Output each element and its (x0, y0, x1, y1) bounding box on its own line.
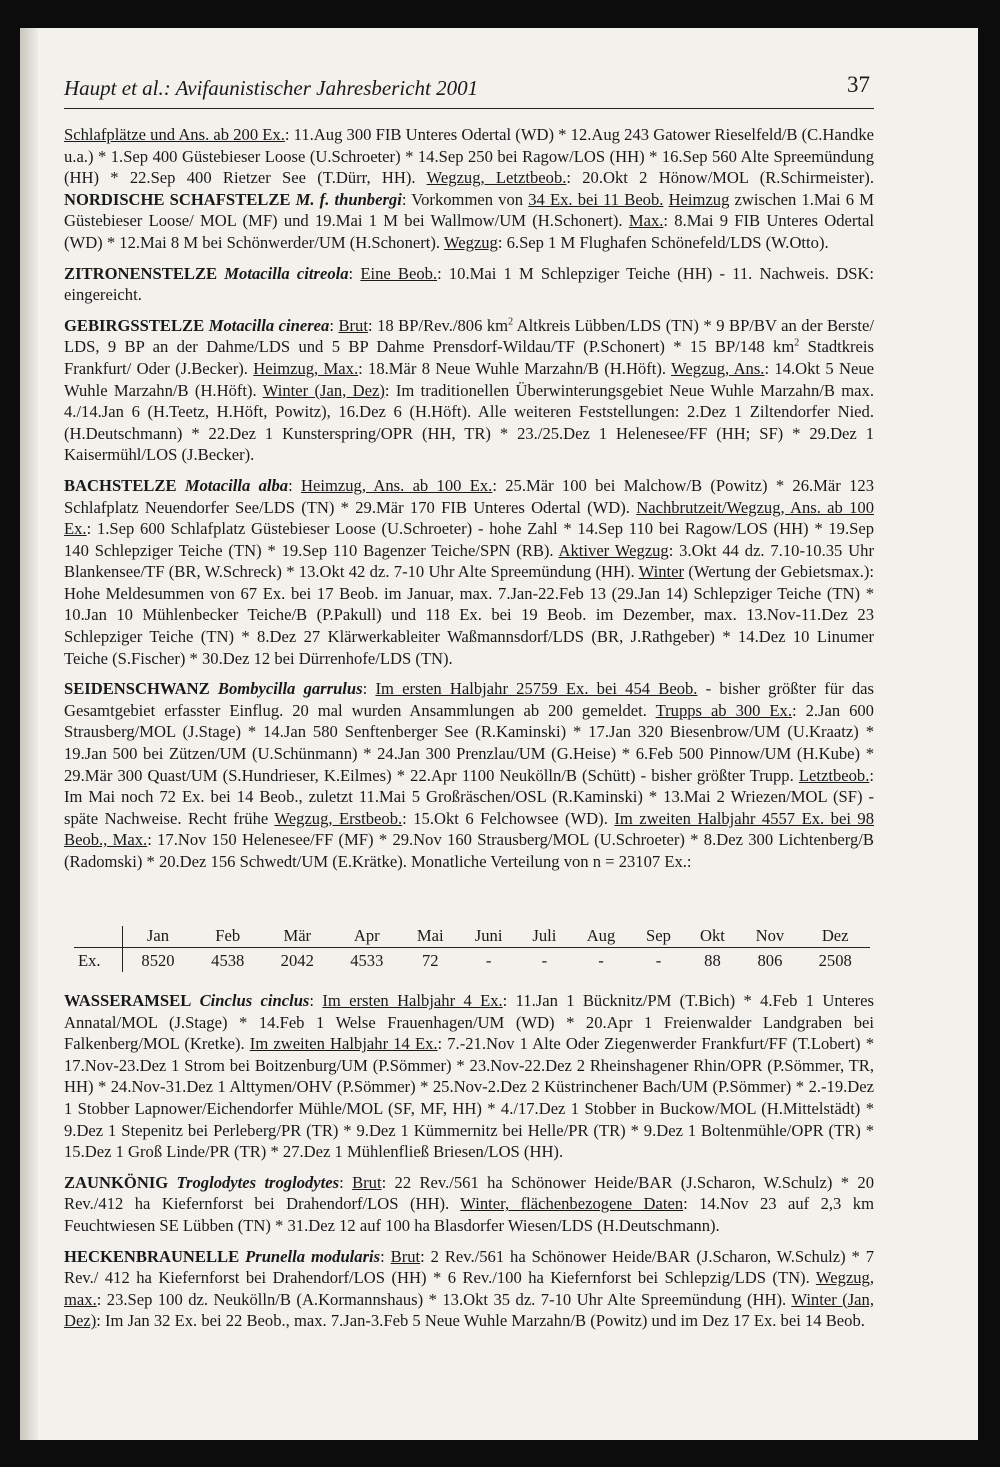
table-cell: 4538 (211, 951, 245, 970)
table-cell: - (655, 951, 662, 970)
paragraph-schafstelze: Schlafplätze und Ans. ab 200 Ex.: 11.Aug 300 FIB Unteres Odertal (WD) * 12.Aug 243 Gatower Rieselfeld/B (C.Handke u.a.) * 1.Sep 400 Güstebieser Loose (U.Schroeter) * 14.Sep 250 bei Ragow/LOS (HH) * 16.Sep 560 Alte Spreemündung (HH) * 22.Sep 400 Rietzer See (T.Dürr, HH). Wegzug, Letztbeob.: 20.Okt 2 Hönow/MOL (R.Schirmeister). NORDISCHE SCHAFSTELZE M. f. thunbergi: Vorkommen von 34 Ex. bei 11 Beob. Heimzug zwischen 1.Mai 6 M Güstebieser Loose/ MOL (MF) und 19.Mai 1 M bei Wallmow/UM (H.Schonert). Max.: 8.Mai 9 FIB Unteres Odertal (WD) * 12.Mai 8 M bei Schönwerder/UM (H.Schonert). Wegzug: 6.Sep 1 M Flughafen Schönefeld/LDS (W.Otto). (64, 125, 874, 252)
month-header: Apr (332, 926, 402, 948)
subheading: Im ersten Halbjahr 4 Ex. (322, 991, 503, 1010)
table-cell: 88 (704, 951, 721, 970)
subheading: Trupps ab 300 Ex. (655, 700, 792, 720)
subheading: Winter (638, 562, 685, 582)
paragraph-seidenschwanz: SEIDENSCHWANZ Bombycilla garrulus: Im ersten Halbjahr 25759 Ex. bei 454 Beob. - bisher größter für das Gesamtgebiet erfasster Einflug. 20 mal wurden Ansammlungen ab 200 gemeldet. Trupps ab 300 Ex.: 2.Jan 600 Strausberg/MOL (J.Stage) * 14.Jan 580 Senftenberger See (R.Kaminski) * 17.Jan 320 Biesenbrow/UM (U.Kraatz) * 19.Jan 500 bei Zützen/UM (U.Schünmann) * 24.Jan 300 Prenzlau/UM (G.Heise) * 6.Feb 500 Pinnow/UM (H.Kube) * 29.Mär 300 Quast/UM (S.Hundrieser, K.Eilmes) * 22.Apr 1100 Neukölln/B (Schütt) - bisher größter Trupp. Letztbeob.: Im Mai noch 72 Ex. bei 14 Beob., zuletzt 11.Mai 5 Großräschen/OSL (R.Kaminski) * 13.Mai 2 Wriezen/MOL (SF) - späte Nachweise. Recht frühe Wegzug, Erstbeob.: 15.Okt 6 Felchowsee (WD). Im zweiten Halbjahr 4557 Ex. bei 98 Beob., Max.: 17.Nov 150 Helenesee/FF (MF) * 29.Nov 160 Strausberg/MOL (U.Schroeter) * 8.Dez 300 Lichtenberg/B (Radomski) * 20.Dez 156 Schwedt/UM (E.Krätke). Monatliche Verteilung von n = 23107 Ex.: (64, 679, 875, 871)
running-header (64, 74, 874, 109)
month-header: Dez (800, 926, 870, 948)
subheading: Im zweiten Halbjahr 14 Ex. (249, 1034, 438, 1054)
paragraph-gebirgsstelze: GEBIRGSSTELZE Motacilla cinerea: Brut: 18 BP/Rev./806 $km^2$ Altkreis Lübben/LDS (TN) * 9 BP/BV an der Berste/ LDS, 9 BP an der Dahme/LDS und 5 BP Dahme Prensdorf-Wildau/TF (P.Schonert) * 15 BP/148 $km^2$ Stadtkreis Frankfurt/ Oder (J.Becker). Heimzug, Max.: 18.Mär 8 Neue Wuhle Marzahn/B (H.Höft). Wegzug, Ans.: 14.Okt 5 Neue Wuhle Marzahn/B (H.Höft). Winter (Jan, Dez): Im traditionellen Überwinterungsgebiet Neue Wuhle Marzahn/B max. 4./14.Jan 6 (H.Teetz, H.Höft, Powitz), 16.Dez 6 (H.Höft). Alle weiteren Feststellungen: 2.Dez 1 Ziltendorfer Nied. (H.Deutschmann) * 22.Dez 1 Kunsterspring/OPR (HH, TR) * 23./25.Dez 1 Helenesee/FF (HH; SF) * 29.Dez 1 Kaisermühl/LOS (J.Becker). (64, 315, 874, 465)
month-header: Feb (193, 926, 263, 948)
latin-name: Prunella modularis (245, 1246, 381, 1266)
latin-name: Troglodytes troglodytes (176, 1172, 340, 1192)
table-cell: 2508 (818, 951, 852, 970)
latin-name: M. f. thunbergi (295, 189, 402, 209)
subheading: Schlafplätze und Ans. ab 200 Ex. (64, 125, 285, 144)
text-block-upper (64, 124, 874, 873)
subheading: Brut (338, 315, 368, 335)
text-block-lower (64, 990, 874, 1332)
table-cell: 806 (757, 951, 783, 970)
species-name: ZITRONENSTELZE (64, 263, 218, 283)
month-header: Juni (459, 926, 518, 948)
subheading: 34 Ex. bei 11 Beob. (528, 189, 664, 209)
table-cell: 2042 (280, 951, 314, 970)
paragraph-wasseramsel: WASSERAMSEL Cinclus cinclus: Im ersten Halbjahr 4 Ex.: 11.Jan 1 Bücknitz/PM (T.Bich) * 4.Feb 1 Unteres Annatal/MOL (J.Stage) * 14.Feb 1 Welse Frauenhagen/UM (WD) * 20.Apr 1 Freienwalder Landgraben bei Falkenberg/MOL (Kretke). Im zweiten Halbjahr 14 Ex.: 7.-21.Nov 1 Alte Oder Ziegenwerder Frankfurt/FF (T.Lobert) * 17.Nov-23.Dez 1 Strom bei Boitzenburg/UM (P.Sömmer) * 23.Nov-22.Dez 2 Rheinshagener Rhin/OPR (P.Sömmer, TR, HH) * 24.Nov-31.Dez 1 Alttymen/OHV (P.Sömmer) * 25.Nov-2.Dez 2 Küstrinchener Bach/UM (P.Sömmer) * 2.-19.Dez 1 Stobber Lapnower/Eichendorfer Mühle/MOL (SF, MF, HH) * 4./17.Dez 1 Stobber in Buckow/MOL (H.Mittelstädt) * 9.Dez 1 Stepenitz bei Perleberg/PR (TR) * 9.Dez 1 Kümmernitz bei Helle/PR (TR) * 9.Dez 1 Boltenmühle/OPR (TR) * 15.Dez 1 Groß Linde/PR (TR) * 27.Dez 1 Mühlenfließ Briesen/LOS (HH). (64, 991, 874, 1162)
subheading: Heimzug, Max. (253, 358, 359, 378)
subheading: Eine Beob. (360, 263, 438, 283)
table-cell: 4533 (350, 951, 384, 970)
species-name: HECKENBRAUNELLE (64, 1246, 240, 1266)
table-header-row (74, 926, 870, 948)
page-spine (20, 28, 38, 1440)
header-title: Haupt et al.: Avifaunistischer Jahresbericht 2001 (64, 76, 479, 100)
subheading: Max. (628, 211, 664, 231)
paragraph-zitronenstelze: ZITRONENSTELZE Motacilla citreola: Eine Beob.: 10.Mai 1 M Schlepziger Teiche (HH) - 11. Nachweis. DSK: eingereicht. (64, 263, 875, 305)
subheading: Im zweiten Halbjahr 4557 Ex. bei 98 Beob., Max. (64, 808, 875, 850)
subheading: Brut (352, 1172, 382, 1192)
subheading: Wegzug, Letztbeob. (426, 168, 567, 188)
month-header: Jan (123, 926, 193, 948)
subheading: Heimzug (668, 189, 730, 209)
month-header: Mär (263, 926, 333, 948)
table-row (74, 948, 870, 973)
paragraph-heckenbraunelle: HECKENBRAUNELLE Prunella modularis: Brut: 2 Rev./561 ha Schönower Heide/BAR (J.Scharon, W.Schulz) * 7 Rev./ 412 ha Kiefernforst bei Drahendorf/LOS (HH) * 6 Rev./100 ha Kiefernforst bei Schlepzig/LDS (TN). Wegzug, max.: 23.Sep 100 dz. Neukölln/B (A.Kormannshaus) * 13.Okt 35 dz. 7-10 Uhr Alte Spreemündung (HH). Winter (Jan, Dez): Im Jan 32 Ex. bei 22 Beob., max. 7.Jan-3.Feb 5 Neue Wuhle Marzahn/B (Powitz) und im Dez 17 Ex. bei 14 Beob. (64, 1246, 875, 1331)
paragraph-bachstelze: BACHSTELZE Motacilla alba: Heimzug, Ans. ab 100 Ex.: 25.Mär 100 bei Malchow/B (Powitz) * 26.Mär 123 Schlafplatz Neuendorfer See/LDS (TN) * 29.Mär 170 FIB Unteres Odertal (WD). Nachbrutzeit/Wegzug, Ans. ab 100 Ex.: 1.Sep 600 Schlafplatz Güstebieser Loose (U.Schroeter) - hohe Zahl * 14.Sep 110 bei Ragow/LOS (HH) * 19.Sep 140 Schlepziger Teiche (TN) * 19.Sep 110 Bagenzer Teiche/SPN (RB). Aktiver Wegzug: 3.Okt 44 dz. 7.10-10.35 Uhr Blankensee/TF (BR, W.Schreck) * 13.Okt 42 dz. 7-10 Uhr Alte Spreemündung (HH). Winter (Wertung der Gebietsmax.): Hohe Meldesummen von 67 Ex. bei 17 Beob. im Januar, max. 7.Jan-22.Feb 13 (29.Jan 14) Schlepziger Teiche (TN) * 10.Jan 10 Mühlenbecker Teiche/B (P.Pakull) und 118 Ex. bei 19 Beob. im Dezember, max. 13.Nov-11.Dez 23 Schlepziger Teiche (TN) * 8.Dez 27 Klärwerkableiter Waßmannsdorf/LDS (BR, J.Rathgeber) * 14.Dez 10 Linumer Teiche (S.Fischer) * 30.Dez 12 bei Dürrenhofe/LDS (TN). (64, 475, 875, 668)
page-number: 37 (847, 72, 870, 97)
species-name: BACHSTELZE (64, 475, 177, 495)
subheading: Brut (390, 1246, 421, 1266)
table-cell: - (598, 951, 604, 970)
row-label: Ex. (74, 948, 123, 973)
subheading: Winter (Jan, Dez) (262, 380, 385, 400)
species-name: WASSERAMSEL (64, 991, 192, 1010)
subheading: Heimzug, Ans. ab 100 Ex. (301, 475, 493, 495)
table-cell: 8520 (141, 951, 175, 970)
subheading: Im ersten Halbjahr 25759 Ex. bei 454 Beob. (375, 679, 698, 699)
subheading: Letztbeob. (798, 765, 870, 785)
latin-name: Cinclus cinclus (199, 991, 310, 1010)
table-cell: 72 (421, 951, 439, 970)
latin-name: Motacilla alba (184, 475, 289, 495)
latin-name: Motacilla cinerea (208, 315, 330, 335)
species-name: SEIDENSCHWANZ (64, 679, 210, 699)
month-header: Nov (739, 926, 800, 948)
subheading: Wegzug, max. (64, 1268, 874, 1309)
month-header: Mai (402, 926, 459, 948)
subheading: Wegzug, Erstbeob. (274, 808, 403, 828)
species-name: ZAUNKÖNIG (64, 1172, 169, 1192)
month-header: Juli (518, 926, 570, 948)
subheading: Wegzug (443, 232, 498, 252)
table-cell: - (485, 951, 492, 970)
species-name: NORDISCHE SCHAFSTELZE (64, 189, 291, 209)
month-header: Aug (571, 926, 632, 948)
subheading: Wegzug, Ans. (671, 358, 765, 378)
species-name: GEBIRGSSTELZE (64, 315, 205, 335)
month-header: Sep (631, 926, 685, 948)
subheading: Winter (Jan, Dez) (64, 1289, 874, 1331)
table-cell: - (541, 951, 548, 970)
subheading: Aktiver Wegzug (558, 540, 669, 560)
month-header: Okt (685, 926, 739, 948)
subheading: Winter, flächenbezogene Daten (460, 1194, 684, 1214)
monthly-distribution-table (74, 926, 870, 972)
subheading: Nachbrutzeit/Wegzug, Ans. ab 100 Ex. (64, 497, 874, 539)
latin-name: Motacilla citreola (224, 263, 349, 283)
latin-name: Bombycilla garrulus (217, 679, 363, 699)
paragraph-zaunkoenig: ZAUNKÖNIG Troglodytes troglodytes: Brut: 22 Rev./561 ha Schönower Heide/BAR (J.Scharon, W.Schulz) * 20 Rev./412 ha Kiefernforst bei Drahendorf/LOS (HH). Winter, flächenbezogene Daten: 14.Nov 23 auf 2,3 km Feuchtwiesen SE Lübben (TN) * 31.Dez 12 auf 100 ha Blasdorfer Wiesen/LDS (H.Deutschmann). (64, 1172, 874, 1235)
